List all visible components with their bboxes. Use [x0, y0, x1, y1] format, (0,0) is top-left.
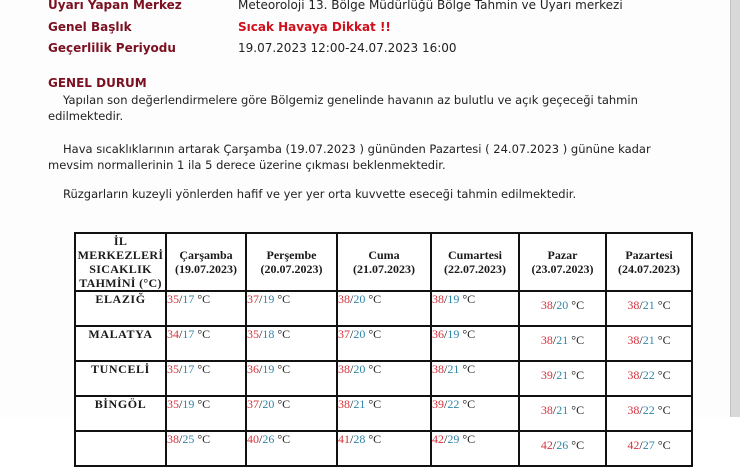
high-temp: 38 — [540, 333, 553, 347]
low-temp: 17 — [182, 327, 195, 341]
table-row — [75, 396, 692, 431]
separator: / — [259, 292, 263, 306]
high-temp: 41 — [338, 432, 350, 446]
unit-label: °C — [368, 362, 382, 376]
high-temp: 40 — [247, 432, 259, 446]
low-temp: 22 — [642, 368, 655, 382]
unit-label: °C — [277, 362, 291, 376]
day-header — [337, 233, 431, 291]
temperature-cell — [246, 291, 337, 326]
low-temp: 22 — [642, 403, 655, 417]
low-temp: 22 — [447, 397, 460, 411]
low-temp: 19 — [262, 292, 275, 306]
meta-value-period: 19.07.2023 12:00-24.07.2023 16:00 — [238, 41, 457, 55]
corner-header — [75, 233, 166, 291]
high-temp: 35 — [167, 362, 179, 376]
day-header — [246, 233, 337, 291]
unit-label: °C — [657, 368, 671, 382]
low-temp: 20 — [353, 362, 366, 376]
day-header — [519, 233, 606, 291]
day-header — [431, 233, 519, 291]
corner-line: TAHMİNİ (°C) — [79, 276, 162, 290]
temperature-cell — [166, 326, 246, 361]
low-temp: 21 — [353, 397, 366, 411]
high-temp: 38 — [627, 298, 640, 312]
temperature-cell — [519, 291, 606, 326]
low-temp: 27 — [642, 438, 655, 452]
separator: / — [444, 397, 448, 411]
paragraph-sky: Yapılan son değerlendirmelere göre Bölgemiz genelinde havanın az bulutlu ve açık geçeceği tahmin edilmektedir. — [48, 93, 638, 123]
temperature-cell — [337, 431, 431, 466]
low-temp: 19 — [182, 397, 195, 411]
high-temp: 38 — [432, 362, 444, 376]
separator: / — [639, 438, 643, 452]
unit-label: °C — [197, 362, 211, 376]
day-date: (23.07.2023) — [531, 262, 594, 276]
temperature-cell — [431, 291, 519, 326]
high-temp: 35 — [167, 397, 179, 411]
high-temp: 38 — [167, 432, 179, 446]
temperature-cell — [337, 291, 431, 326]
unit-label: °C — [368, 432, 382, 446]
unit-label: °C — [657, 298, 671, 312]
low-temp: 26 — [556, 438, 569, 452]
separator: / — [350, 432, 354, 446]
unit-label: °C — [571, 438, 585, 452]
low-temp: 21 — [447, 362, 460, 376]
high-temp: 36 — [247, 362, 259, 376]
low-temp: 18 — [262, 327, 275, 341]
unit-label: °C — [277, 397, 291, 411]
temperature-cell — [519, 326, 606, 361]
temperature-cell — [166, 396, 246, 431]
separator: / — [259, 397, 263, 411]
unit-label: °C — [197, 432, 211, 446]
separator: / — [259, 432, 263, 446]
separator: / — [444, 432, 448, 446]
temperature-cell — [337, 361, 431, 396]
low-temp: 20 — [353, 292, 366, 306]
forecast-body — [75, 291, 692, 466]
separator: / — [259, 362, 263, 376]
low-temp: 20 — [353, 327, 366, 341]
unit-label: °C — [277, 327, 291, 341]
separator: / — [179, 327, 183, 341]
day-date: (22.07.2023) — [444, 262, 506, 276]
separator: / — [350, 362, 354, 376]
high-temp: 37 — [247, 397, 259, 411]
temperature-cell — [606, 431, 692, 466]
temperature-cell — [166, 361, 246, 396]
city-cell — [75, 431, 166, 466]
unit-label: °C — [571, 403, 585, 417]
meta-label-center: Uyarı Yapan Merkez — [48, 0, 182, 12]
high-temp: 38 — [540, 403, 553, 417]
low-temp: 17 — [182, 292, 195, 306]
separator: / — [444, 327, 448, 341]
low-temp: 21 — [556, 368, 569, 382]
temperature-cell — [337, 396, 431, 431]
day-name: Cumartesi — [448, 248, 502, 262]
section-title: GENEL DURUM — [48, 76, 147, 90]
separator: / — [179, 292, 183, 306]
low-temp: 21 — [642, 298, 655, 312]
unit-label: °C — [462, 327, 476, 341]
separator: / — [444, 292, 448, 306]
day-name: Pazar — [547, 248, 578, 262]
meta-value-center: Meteoroloji 13. Bölge Müdürlüğü Bölge Tahmin ve Uyarı merkezi — [238, 0, 623, 12]
separator: / — [639, 368, 643, 382]
separator: / — [552, 298, 557, 312]
city-cell: BİNGÖL — [75, 396, 166, 431]
high-temp: 42 — [540, 438, 553, 452]
day-header — [166, 233, 246, 291]
low-temp: 21 — [556, 333, 569, 347]
temperature-cell — [246, 361, 337, 396]
meta-value-title: Sıcak Havaya Dikkat !! — [238, 20, 391, 34]
low-temp: 29 — [447, 432, 460, 446]
unit-label: °C — [657, 333, 671, 347]
city-cell: MALATYA — [75, 326, 166, 361]
unit-label: °C — [571, 298, 585, 312]
separator: / — [179, 362, 183, 376]
unit-label: °C — [462, 362, 476, 376]
unit-label: °C — [368, 397, 382, 411]
temperature-cell — [606, 396, 692, 431]
unit-label: °C — [462, 292, 476, 306]
temperature-cell — [606, 326, 692, 361]
table-row — [75, 291, 692, 326]
separator: / — [179, 397, 183, 411]
separator: / — [552, 333, 557, 347]
day-date: (20.07.2023) — [260, 262, 323, 276]
table-row — [75, 431, 692, 466]
day-date: (19.07.2023) — [175, 262, 237, 276]
temperature-cell — [431, 361, 519, 396]
corner-line: İL — [113, 234, 128, 248]
high-temp: 37 — [338, 327, 350, 341]
high-temp: 38 — [627, 368, 640, 382]
separator: / — [639, 298, 643, 312]
unit-label: °C — [462, 397, 476, 411]
day-name: Pazartesi — [625, 248, 673, 262]
temperature-cell — [431, 326, 519, 361]
temperature-cell — [431, 396, 519, 431]
unit-label: °C — [571, 333, 585, 347]
unit-label: °C — [197, 292, 211, 306]
window-edge — [730, 0, 740, 417]
separator: / — [444, 362, 448, 376]
unit-label: °C — [277, 432, 291, 446]
high-temp: 36 — [432, 327, 444, 341]
high-temp: 38 — [627, 333, 640, 347]
meta-label-period: Geçerlilik Periyodu — [48, 41, 176, 55]
table-row — [75, 361, 692, 396]
low-temp: 17 — [182, 362, 195, 376]
unit-label: °C — [368, 327, 382, 341]
separator: / — [639, 333, 643, 347]
low-temp: 28 — [353, 432, 366, 446]
temperature-cell — [246, 431, 337, 466]
high-temp: 38 — [338, 362, 350, 376]
high-temp: 38 — [432, 292, 444, 306]
day-header — [606, 233, 692, 291]
temperature-cell — [246, 326, 337, 361]
unit-label: °C — [368, 292, 382, 306]
unit-label: °C — [462, 432, 476, 446]
high-temp: 35 — [167, 292, 179, 306]
city-cell: ELAZIĞ — [75, 291, 166, 326]
separator: / — [259, 327, 263, 341]
low-temp: 21 — [556, 403, 569, 417]
unit-label: °C — [657, 438, 671, 452]
day-date: (21.07.2023) — [353, 262, 415, 276]
high-temp: 39 — [540, 368, 553, 382]
temperature-cell — [606, 361, 692, 396]
table-header-row — [75, 233, 692, 291]
high-temp: 38 — [338, 397, 350, 411]
temperature-cell — [606, 291, 692, 326]
paragraph-wind: Rüzgarların kuzeyli yönlerden hafif ve yer yer orta kuvvette eseceği tahmin edilmektedir. — [63, 187, 577, 201]
temperature-cell — [519, 431, 606, 466]
unit-label: °C — [197, 397, 211, 411]
high-temp: 38 — [627, 403, 640, 417]
high-temp: 38 — [540, 298, 553, 312]
high-temp: 38 — [338, 292, 350, 306]
low-temp: 20 — [262, 397, 275, 411]
separator: / — [552, 438, 557, 452]
high-temp: 42 — [432, 432, 444, 446]
temperature-cell — [337, 326, 431, 361]
day-name: Cuma — [368, 248, 400, 262]
high-temp: 37 — [247, 292, 259, 306]
temperature-cell — [166, 291, 246, 326]
unit-label: °C — [277, 292, 291, 306]
high-temp: 35 — [247, 327, 259, 341]
temperature-cell — [519, 396, 606, 431]
temperature-cell — [246, 396, 337, 431]
separator: / — [350, 292, 354, 306]
paragraph-temperature: Hava sıcaklıklarının artarak Çarşamba (19.07.2023 ) gününden Pazartesi ( 24.07.2023 ) gününe kadar mevsim normallerinin 1 ila 5 derece üzerine çıkması beklenmektedir. — [48, 142, 651, 172]
city-cell: TUNCELİ — [75, 361, 166, 396]
high-temp: 42 — [627, 438, 640, 452]
unit-label: °C — [657, 403, 671, 417]
low-temp: 21 — [642, 333, 655, 347]
corner-line: SICAKLIK — [89, 262, 152, 276]
meta-label-title: Genel Başlık — [48, 20, 132, 34]
low-temp: 20 — [556, 298, 569, 312]
separator: / — [639, 403, 643, 417]
separator: / — [552, 403, 557, 417]
separator: / — [552, 368, 557, 382]
separator: / — [179, 432, 183, 446]
day-name: Perşembe — [266, 248, 317, 262]
day-date: (24.07.2023) — [618, 262, 680, 276]
low-temp: 19 — [447, 327, 460, 341]
low-temp: 26 — [262, 432, 275, 446]
high-temp: 34 — [167, 327, 179, 341]
low-temp: 25 — [182, 432, 195, 446]
low-temp: 19 — [447, 292, 460, 306]
unit-label: °C — [197, 327, 211, 341]
temperature-cell — [431, 431, 519, 466]
separator: / — [350, 327, 354, 341]
temperature-cell — [519, 361, 606, 396]
temperature-cell — [166, 431, 246, 466]
separator: / — [350, 397, 354, 411]
table-row — [75, 326, 692, 361]
high-temp: 39 — [432, 397, 444, 411]
corner-line: MERKEZLERİ — [77, 248, 164, 262]
day-name: Çarşamba — [179, 248, 233, 262]
unit-label: °C — [571, 368, 585, 382]
low-temp: 19 — [262, 362, 275, 376]
forecast-table — [74, 232, 693, 467]
